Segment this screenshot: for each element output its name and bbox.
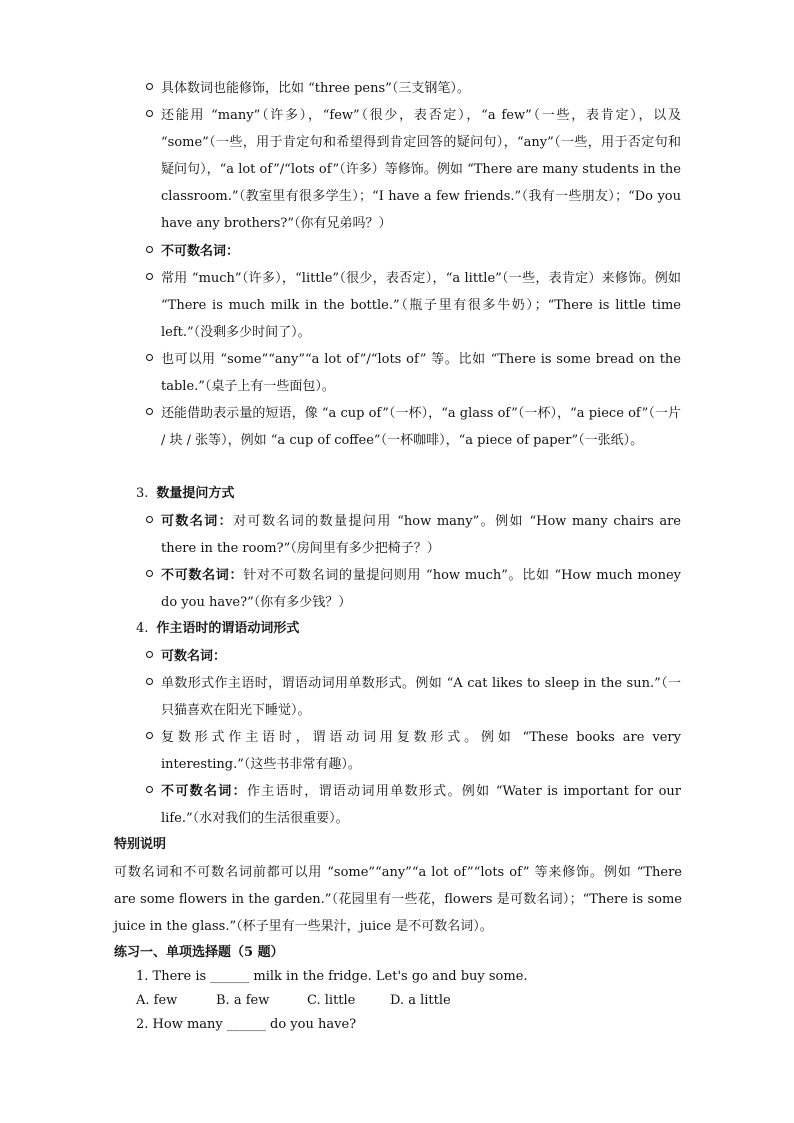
question-2: 2. How many ______ do you have? [136,1017,357,1032]
question-1: 1. There is ______ milk in the fridge. Let's go and buy some. [136,969,528,984]
list-item-text: 常用 “much”（许多），“little”（很少，表否定），“a little”（一些，表肯定）来修饰。例如 “There is much milk in the bottle.”（瓶子里有很多牛奶）；“There is little time left.”（没剩多少时间了）。 [161,271,681,340]
bullet-icon [146,354,153,361]
bullet-icon [146,110,153,117]
bullet-icon [146,408,153,415]
list-item-text: 不可数名词： [161,244,240,259]
section-heading [136,619,299,639]
list-item-text [161,643,681,670]
bullet-icon [146,786,153,793]
bullet-icon [146,732,153,739]
section-number: 3. [136,486,149,501]
list-item-text [161,508,681,562]
list-item [146,238,681,265]
option-b: B. a few [216,993,270,1008]
bullet-icon [146,678,153,685]
list-item-text: 也可以用 “some”“any”“a lot of”/“lots of” 等。比如 “There is some bread on the table.”（桌子上有一些面包）。 [161,352,681,394]
bullet-icon [146,246,153,253]
list-item [146,400,681,454]
item-label: 可数名词： [161,514,234,529]
list-item [146,75,681,102]
list-item [146,508,681,562]
item-label: 不可数名词： [161,568,244,583]
list-item [146,778,681,832]
option-a: A. few [136,993,178,1008]
special-note-text: 可数名词和不可数名词前都可以用 “some”“any”“a lot of”“lots of” 等来修饰。例如 “There are some flowers in the garden.”（花园里有一些花，flowers 是可数名词）；“There is some juice in the glass.”（杯子里有一些果汁，juice 是不可数名词）。 [114,865,682,934]
bullet-icon [146,570,153,577]
item-body: 针对不可数名词的量提问则用 “how much”。比如 “How much money do you have?”（你有多少钱？） [161,568,681,610]
list-item [146,643,681,670]
section-number: 4. [136,621,149,636]
item-body: 对可数名词的数量提问用 “how many”。例如 “How many chairs are there in the room?”（房间里有多少把椅子？） [161,514,681,556]
option-c: C. little [307,993,356,1008]
list-item [146,724,681,778]
item-label: 可数名词： [161,649,227,664]
list-item [146,102,681,237]
section-heading [136,484,234,504]
special-note-title: 特别说明 [114,837,167,852]
list-item-text [161,778,681,832]
option-d: D. a little [390,993,451,1008]
item-body: 作主语时，谓语动词用单数形式。例如 “Water is important for our life.”（水对我们的生活很重要）。 [161,784,681,826]
list-item-text: 还能用 “many”（许多），“few”（很少，表否定），“a few”（一些，表肯定），以及 “some”（一些，用于肯定句和希望得到肯定回答的疑问句），“any”（一些，用于否定句和疑问句），“a lot of”/“lots of”（许多）等修饰。例如 “There are many students in the classroom.”（教室里有很多学生）；“I have a few friends.”（我有一些朋友）；“Do you have any brothers?”（你有兄弟吗？） [161,108,681,231]
list-item-text: 复数形式作主语时，谓语动词用复数形式。例如 “These books are very interesting.”（这些书非常有趣）。 [161,730,681,772]
list-item-text: 还能借助表示量的短语，像 “a cup of”（一杯），“a glass of”（一杯），“a piece of”（一片 / 块 / 张等），例如 “a cup of coffee”（一杯咖啡），“a piece of paper”（一张纸）。 [161,406,681,448]
bullet-icon [146,83,153,90]
list-item-text [161,562,681,616]
bullet-icon [146,516,153,523]
list-item-text: 具体数词也能修饰，比如 “three pens”（三支钢笔）。 [161,81,470,96]
bullet-icon [146,651,153,658]
section-title: 数量提问方式 [156,486,235,501]
list-item [146,346,681,400]
list-item [146,562,681,616]
list-item-text: 单数形式作主语时，谓语动词用单数形式。例如 “A cat likes to sleep in the sun.”（一只猫喜欢在阳光下睡觉）。 [161,676,681,718]
list-item [146,670,681,724]
question-1-options [136,991,451,1011]
bullet-icon [146,273,153,280]
list-item [146,265,681,346]
item-label: 不可数名词： [161,784,247,799]
section-title: 作主语时的谓语动词形式 [156,621,300,636]
exercise-title: 练习一、单项选择题（5 题） [114,945,284,960]
